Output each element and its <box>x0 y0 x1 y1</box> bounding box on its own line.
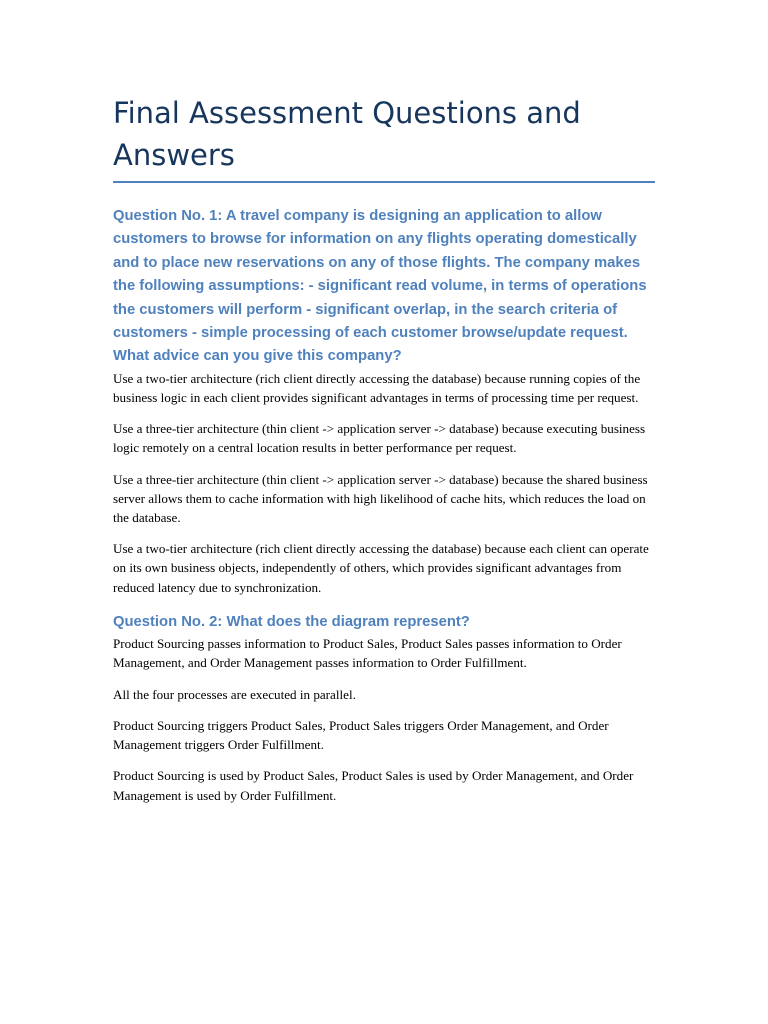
question-1-option-2: Use a three-tier architecture (thin client -> application server -> database) because executing business logic remotely on a central location results in better performance per request. <box>113 421 646 456</box>
question-1-option-1: Use a two-tier architecture (rich client directly accessing the database) because running copies of the business logic in each client provides significant advantages in terms of processing time per request. <box>113 370 641 406</box>
question-2-option-2: All the four processes are executed in parallel. <box>113 686 356 702</box>
title-underline <box>113 181 655 183</box>
question-1-section <box>113 205 655 597</box>
question-1-option-3: Use a three-tier architecture (thin client -> application server -> database) because the shared business server allows them to cache information with high likelihood of cache hits, which reduces the load on the database. <box>113 471 648 526</box>
question-2-text: Question No. 2: What does the diagram represent? <box>113 613 470 630</box>
page-title: Final Assessment Questions and Answers <box>113 96 581 172</box>
question-1-option-4: Use a two-tier architecture (rich client directly accessing the database) because each client can operate on its own business objects, independently of others, which provides significant advantages from reduced latency due to synchronization. <box>113 541 649 595</box>
question-2-option-4: Product Sourcing is used by Product Sales, Product Sales is used by Order Management, and Order Management is used by Order Fulfillment. <box>113 768 634 803</box>
question-2-option-1: Product Sourcing passes information to Product Sales, Product Sales passes information to Order Management, and Order Management passes information to Order Fulfillment. <box>113 636 622 671</box>
question-2-option-3: Product Sourcing triggers Product Sales, Product Sales triggers Order Management, and Order Management triggers Order Fulfillment. <box>113 717 609 753</box>
question-2-section <box>113 611 655 805</box>
document-page <box>113 92 655 817</box>
question-1-text: Question No. 1: A travel company is designing an application to allow customers to browse for information on any flights operating domestically and to place new reservations on any of those flights. The company makes the following assumptions: - significant read volume, in terms of operations the customers will perform - significant overlap, in the search criteria of customers - simple processing of each customer browse/update request. What advice can you give this company? <box>113 208 647 365</box>
